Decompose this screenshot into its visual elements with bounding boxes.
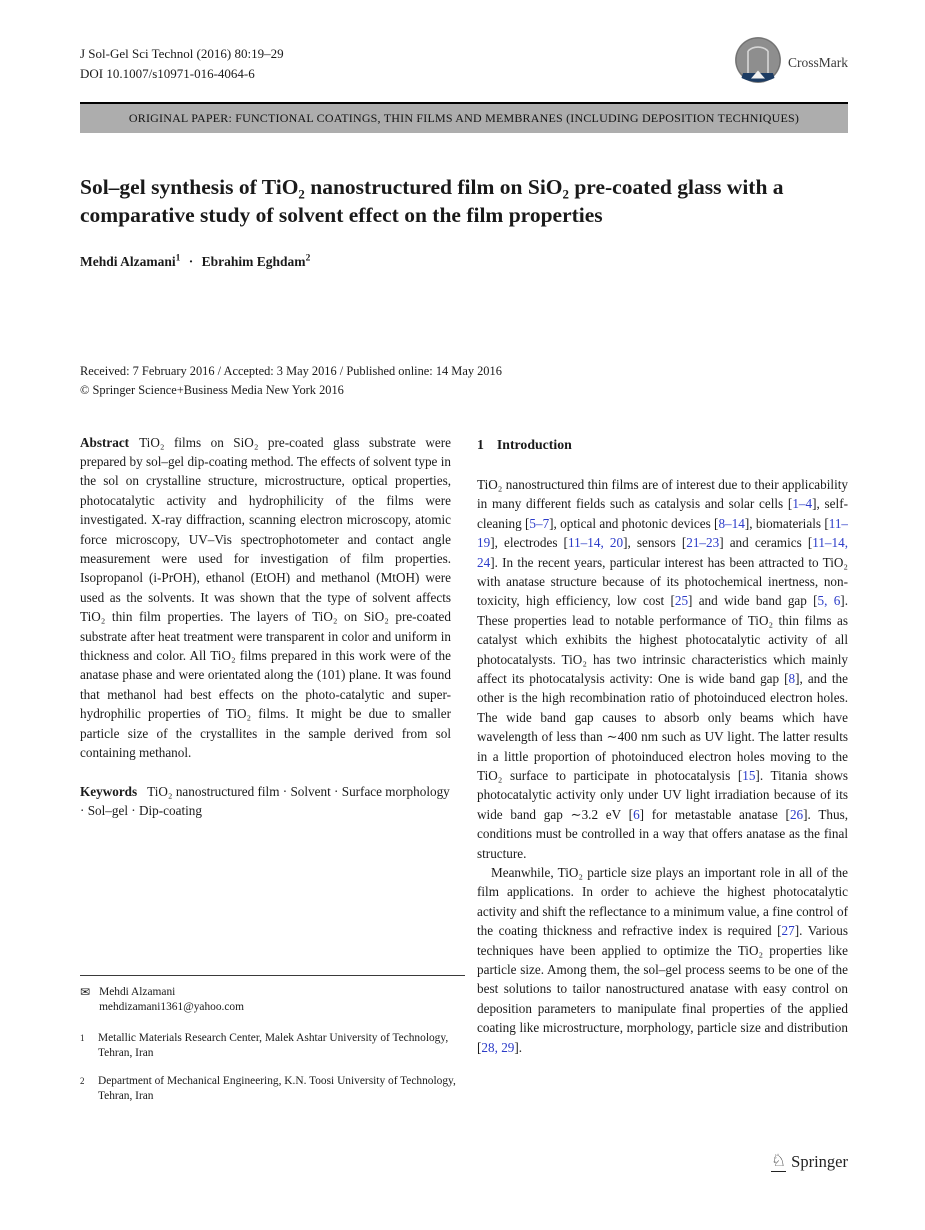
copyright-line: © Springer Science+Business Media New York 2016 <box>80 382 344 397</box>
citation-link[interactable]: 5–7 <box>529 515 550 531</box>
author-2-affiliation-mark: 2 <box>305 253 311 263</box>
citation-link[interactable]: 8–14 <box>718 515 745 531</box>
citation-link[interactable]: 5, 6 <box>817 593 841 609</box>
crossmark-icon <box>734 36 782 89</box>
citation-link[interactable]: 25 <box>674 593 689 609</box>
body-text: ], biomaterials [ <box>744 515 829 531</box>
author-separator: · <box>188 253 194 269</box>
keywords <box>80 782 451 821</box>
envelope-icon: ✉ <box>80 985 91 1000</box>
section-title: Introduction <box>496 436 572 452</box>
citation-link[interactable]: 15 <box>742 768 756 783</box>
abstract-text: TiO₂ films on SiO₂ pre-coated glass substrate were prepared by sol–gel dip-coating method. The effects of solvent type in the sol on crystalline structure, microstructure, optical properties, photocatalytic activity and hydrophilicity of the films were investigated. X-ray diffraction, scanning electron microscopy, atomic force microscopy, UV–Vis spectrophotometer and contact angle measurement were used for investigation of film properties. Isopropanol (i-PrOH), ethanol (EtOH) and methanol (MtOH) were used as the solvents. It was shown that the type of solvent affects TiO₂ thin film properties. The layers of TiO₂ on SiO₂ pre-coated substrate after heat treatment were transparent in color and uniform in thickness and color. All TiO₂ films prepared in this work were of the anatase phase and were orientated along the (101) plane. It was found that methanol had best effects on the photo-catalytic and super-hydrophilic properties of TiO₂ films. It might be due to smaller particle size of the crystallites in the sample derived from sol containing methanol. <box>80 434 451 760</box>
article-category-banner: ORIGINAL PAPER: FUNCTIONAL COATINGS, THIN FILMS AND MEMBRANES (INCLUDING DEPOSITION TECHNIQUES) <box>80 102 848 133</box>
article-title: Sol–gel synthesis of TiO₂ nanostructured film on SiO₂ pre-coated glass with a comparative study of solvent effect on the film properties <box>80 175 784 227</box>
correspondence <box>80 985 465 1016</box>
body-text: ]. <box>514 1039 523 1055</box>
body-text: ], sensors [ <box>623 535 687 551</box>
author-1: Mehdi Alzamani$^1$ <box>80 253 181 269</box>
publication-history <box>80 362 848 400</box>
springer-logo <box>771 1152 848 1172</box>
body-text: ], electrodes [ <box>490 535 568 551</box>
affiliation-2-text: Department of Mechanical Engineering, K.N. Toosi University of Technology, Tehran, Iran <box>98 1074 456 1103</box>
author-line <box>80 253 848 270</box>
section-number: 1 <box>477 436 484 452</box>
citation-link[interactable]: 11–19 <box>477 515 848 551</box>
citation-link[interactable]: 1–4 <box>792 496 813 512</box>
body-text: Meanwhile, TiO₂ particle size plays an important role in all of the film applications. In order to achieve the highest photocatalytic activity and shift the reflectance to a minimum value, a fine control of the coating thickness and refractive index is required [ <box>477 865 848 939</box>
affiliation-2-number: 2 <box>80 1075 85 1086</box>
citation-link[interactable]: 11–14, 24 <box>477 535 848 570</box>
introduction-paragraph-1 <box>477 475 848 863</box>
citation-link[interactable]: 28, 29 <box>481 1039 515 1055</box>
page-header <box>80 0 848 89</box>
keywords-text: TiO₂ nanostructured film · Solvent · Surface morphology · Sol–gel · Dip-coating <box>80 783 450 819</box>
journal-citation: J Sol-Gel Sci Technol (2016) 80:19–29 <box>80 46 284 61</box>
affiliation-2 <box>80 1074 465 1105</box>
body-text: ]. These properties lead to notable performance of TiO₂ thin films as catalyst which exhibits the highest photocatalytic activity of all photocatalysts. TiO₂ has two intrinsic characteristics which mainly affect its photocatalysis activity: One is wide band gap [ <box>477 593 848 686</box>
author-1-affiliation-mark: 1 <box>175 253 181 263</box>
crossmark-badge[interactable] <box>734 36 848 89</box>
affiliation-1 <box>80 1031 465 1062</box>
right-column <box>477 433 848 1117</box>
body-text: ]. Various techniques have been applied to optimize the TiO₂ properties like particle size. Among them, the sol–gel process seems to be one of the best solutions to tailor nanostructured anatase with easy control on deposition parameters to manipulate final properties of the applied coating like microstructure, morphology, particle size and distribution [ <box>477 923 848 1055</box>
citation-link[interactable]: 26 <box>789 806 804 822</box>
citation-link[interactable]: 11–14, 20 <box>567 535 624 551</box>
corresponding-author-email[interactable]: mehdizamani1361@yahoo.com <box>99 1001 244 1014</box>
article-body <box>80 433 848 1117</box>
section-heading-introduction <box>477 435 848 454</box>
footnote-block <box>80 975 465 1116</box>
springer-knight-icon: ♘ <box>770 1150 787 1171</box>
citation-link[interactable]: 27 <box>781 923 795 939</box>
citation-link[interactable]: 21–23 <box>686 535 720 551</box>
citation-link[interactable]: 6 <box>633 806 640 822</box>
dates-line: Received: 7 February 2016 / Accepted: 3 May 2016 / Published online: 14 May 2016 <box>80 363 502 378</box>
body-text: ] and ceramics [ <box>719 535 813 551</box>
body-text: ], optical and photonic devices [ <box>549 515 719 531</box>
body-text: ]. Thus, conditions must be controlled in a way that offers anatase as the final structure. <box>477 806 848 861</box>
keywords-label: Keywords <box>80 783 138 799</box>
author-2: Ebrahim Eghdam$^2$ <box>201 253 311 269</box>
body-text: ] for metastable anatase [ <box>639 806 790 822</box>
body-text: TiO₂ nanostructured thin films are of interest due to their applicability in many different fields such as catalysis and solar cells [ <box>477 476 848 512</box>
springer-logo-label: Springer <box>791 1152 848 1171</box>
body-text: ], and the other is the high recombination ratio of photoinduced electron holes. The wide band gap causes to absorb only beams which have wavelength of less than ∼400 nm such as UV light. The latter results in a little proportion of photoinduced electron holes moving to the TiO₂ surface to participate in photocatalysis [ <box>477 670 848 783</box>
left-column <box>80 433 456 1117</box>
introduction-paragraph-2 <box>477 863 848 1057</box>
body-text: ] and wide band gap [ <box>688 593 818 609</box>
affiliation-1-text: Metallic Materials Research Center, Malek Ashtar University of Technology, Tehran, Iran <box>98 1031 449 1060</box>
doi: DOI 10.1007/s10971-016-4064-6 <box>80 66 255 81</box>
abstract-label: Abstract <box>80 434 130 450</box>
body-text: ]. In the recent years, particular interest has been attracted to TiO₂ with anatase structure because of its photochemical inertness, non-toxicity, high efficiency, low cost [ <box>477 554 848 609</box>
body-text: ], self-cleaning [ <box>477 496 848 531</box>
abstract <box>80 433 451 763</box>
citation-link[interactable]: 8 <box>788 670 796 686</box>
body-text: ]. Titania shows photocatalytic activity only under UV light irradiation because of its wide band gap ∼3.2 eV [ <box>477 768 848 822</box>
corresponding-author-name: Mehdi Alzamani <box>99 986 176 999</box>
crossmark-label: CrossMark <box>788 54 848 70</box>
affiliation-1-number: 1 <box>80 1032 85 1043</box>
